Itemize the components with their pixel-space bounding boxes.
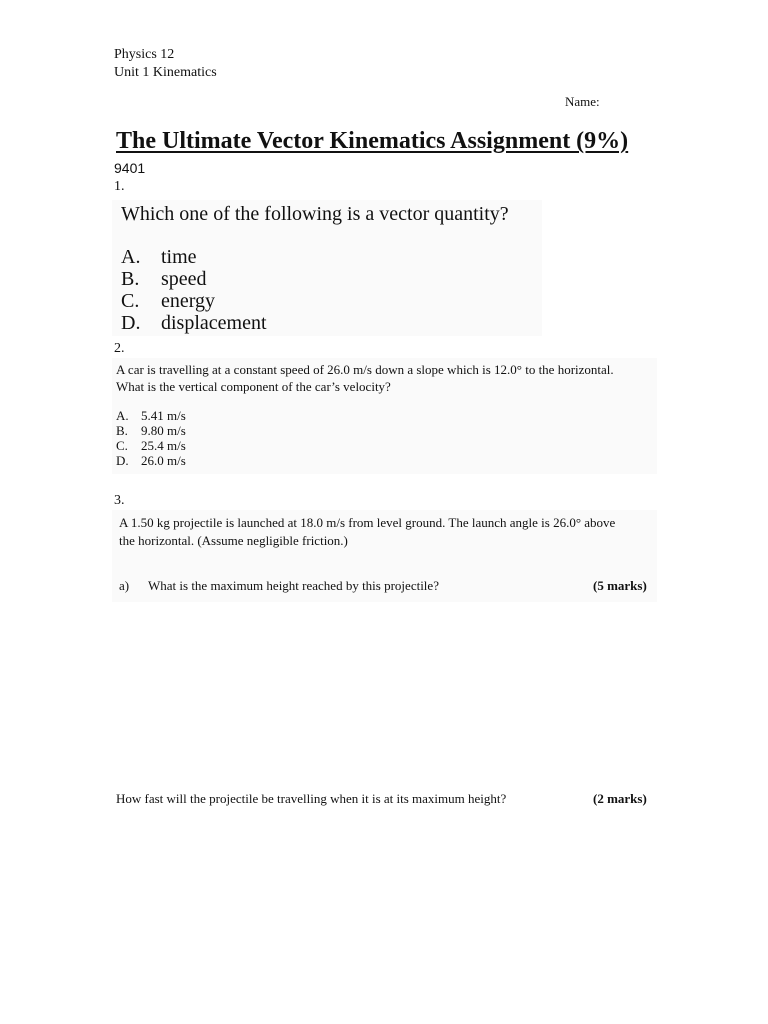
- question-1-option-a: [121, 246, 267, 268]
- question-3-line-1: A 1.50 kg projectile is launched at 18.0 m/s from level ground. The launch angle is 26.0° above: [119, 515, 616, 530]
- question-1-option-c: [121, 290, 267, 312]
- option-text: speed: [161, 268, 207, 290]
- part-a-letter: a): [119, 578, 130, 593]
- question-2-number: 2.: [114, 341, 125, 356]
- option-letter: D.: [116, 453, 129, 468]
- question-1-number: 1.: [114, 179, 125, 194]
- option-letter: B.: [121, 268, 140, 290]
- question-1-options: [121, 246, 267, 334]
- question-2-option-b: [116, 423, 186, 438]
- question-3-part-a: [119, 578, 439, 594]
- question-2-option-a: [116, 408, 186, 423]
- question-2-option-d: [116, 453, 186, 468]
- question-3-text: [119, 514, 615, 550]
- option-letter: C.: [121, 290, 140, 312]
- option-text: 25.4 m/s: [141, 438, 186, 453]
- option-letter: B.: [116, 423, 128, 438]
- option-text: 26.0 m/s: [141, 453, 186, 468]
- name-label: Name:: [565, 94, 600, 109]
- course-label: Physics 12: [114, 47, 175, 62]
- part-a-marks: (5 marks): [593, 578, 647, 593]
- question-2-options: [116, 408, 186, 468]
- question-3-part-b-text: How fast will the projectile be travelling when it is at its maximum height?: [116, 791, 507, 806]
- question-2-line-1: A car is travelling at a constant speed of 26.0 m/s down a slope which is 12.0° to the horizontal.: [116, 362, 614, 377]
- question-3-number: 3.: [114, 493, 125, 508]
- question-2-line-2: What is the vertical component of the car’s velocity?: [116, 379, 391, 394]
- option-text: 5.41 m/s: [141, 408, 186, 423]
- part-a-text: What is the maximum height reached by this projectile?: [148, 578, 439, 593]
- question-2-option-c: [116, 438, 186, 453]
- option-letter: A.: [121, 246, 141, 268]
- unit-label: Unit 1 Kinematics: [114, 65, 217, 80]
- option-text: 9.80 m/s: [141, 423, 186, 438]
- question-2-text: [116, 361, 614, 395]
- question-1-text: Which one of the following is a vector quantity?: [121, 203, 509, 225]
- question-1-option-b: [121, 268, 267, 290]
- part-b-marks: (2 marks): [593, 791, 647, 806]
- assignment-code: 9401: [114, 160, 146, 176]
- option-text: energy: [161, 290, 216, 312]
- assignment-title: The Ultimate Vector Kinematics Assignment (9%): [116, 128, 629, 154]
- option-letter: D.: [121, 312, 141, 334]
- question-3-line-2: the horizontal. (Assume negligible friction.): [119, 533, 348, 548]
- question-1-option-d: [121, 312, 267, 334]
- option-text: time: [161, 246, 197, 268]
- option-letter: C.: [116, 438, 128, 453]
- option-letter: A.: [116, 408, 129, 423]
- option-text: displacement: [161, 312, 267, 334]
